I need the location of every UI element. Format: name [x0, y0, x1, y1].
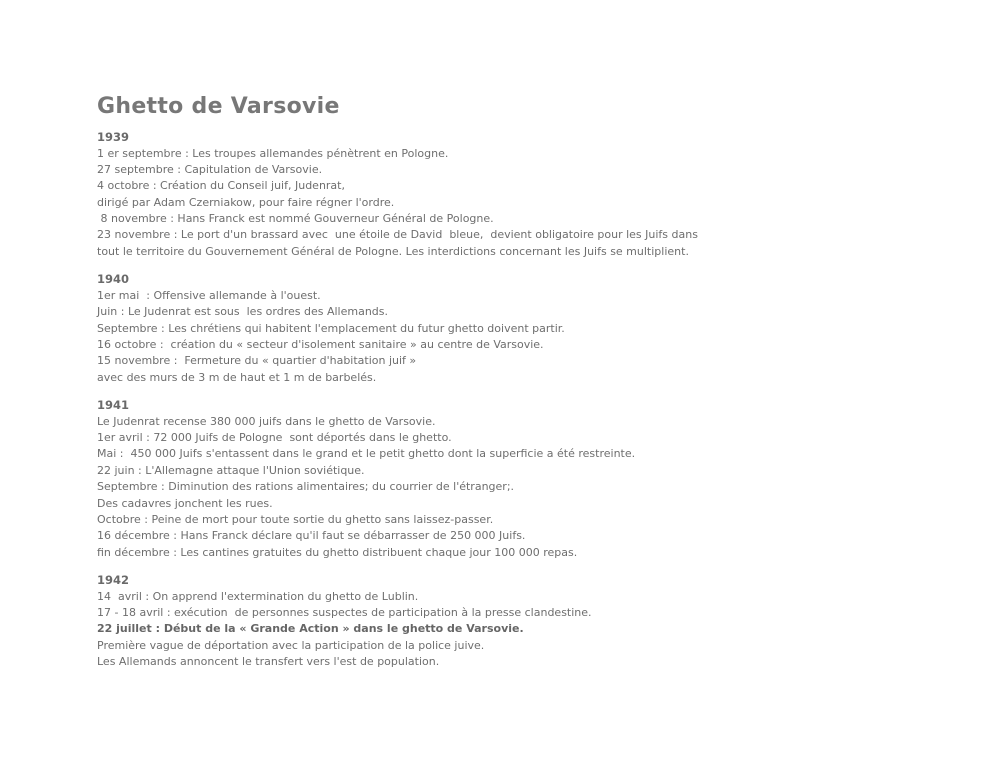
- event-line: 22 juin : L'Allemagne attaque l'Union soviétique.: [97, 463, 365, 477]
- event-line: Juin : Le Judenrat est sous les ordres des Allemands.: [97, 305, 389, 319]
- document-page: [97, 92, 957, 682]
- section-1942: [97, 572, 957, 670]
- event-line: dirigé par Adam Czerniakow, pour faire régner l'ordre.: [97, 195, 395, 209]
- section-1940: [97, 271, 957, 386]
- event-line: Des cadavres jonchent les rues.: [97, 496, 273, 510]
- event-line: 16 octobre : création du « secteur d'isolement sanitaire » au centre de Varsovie.: [97, 337, 544, 351]
- event-line: Le Judenrat recense 380 000 juifs dans le ghetto de Varsovie.: [97, 414, 436, 428]
- event-line: avec des murs de 3 m de haut et 1 m de barbelés.: [97, 370, 377, 384]
- event-line: Mai : 450 000 Juifs s'entassent dans le grand et le petit ghetto dont la superficie a été restreinte.: [97, 447, 636, 461]
- page-title: Ghetto de Varsovie: [97, 94, 340, 119]
- event-line: Septembre : Les chrétiens qui habitent l'emplacement du futur ghetto doivent partir.: [97, 321, 565, 335]
- event-line-highlighted: 22 juillet : Début de la « Grande Action » dans le ghetto de Varsovie.: [97, 622, 524, 636]
- event-line: Octobre : Peine de mort pour toute sortie du ghetto sans laissez-passer.: [97, 512, 494, 526]
- event-line: 15 novembre : Fermeture du « quartier d'habitation juif »: [97, 354, 417, 368]
- event-line: 1er mai : Offensive allemande à l'ouest.: [97, 288, 321, 302]
- year-heading: 1940: [97, 272, 130, 287]
- event-line: fin décembre : Les cantines gratuites du ghetto distribuent chaque jour 100 000 repas.: [97, 545, 578, 559]
- event-line: 4 octobre : Création du Conseil juif, Judenrat,: [97, 179, 345, 193]
- section-1939: [97, 129, 957, 260]
- event-line: 1 er septembre : Les troupes allemandes pénètrent en Pologne.: [97, 146, 449, 160]
- year-heading: 1941: [97, 398, 130, 413]
- event-line: Première vague de déportation avec la participation de la police juive.: [97, 638, 485, 652]
- section-1941: [97, 397, 957, 561]
- event-line: 16 décembre : Hans Franck déclare qu'il faut se débarrasser de 250 000 Juifs.: [97, 529, 526, 543]
- event-line: 27 septembre : Capitulation de Varsovie.: [97, 162, 323, 176]
- event-line: 17 - 18 avril : exécution de personnes suspectes de participation à la presse clandestine.: [97, 605, 592, 619]
- year-heading: 1942: [97, 573, 130, 588]
- event-line: 8 novembre : Hans Franck est nommé Gouverneur Général de Pologne.: [97, 212, 494, 226]
- event-line: tout le territoire du Gouvernement Général de Pologne. Les interdictions concernant les Juifs se multiplient.: [97, 244, 689, 258]
- year-heading: 1939: [97, 130, 130, 144]
- event-line: 1er avril : 72 000 Juifs de Pologne sont déportés dans le ghetto.: [97, 430, 452, 444]
- event-line: Septembre : Diminution des rations alimentaires; du courrier de l'étranger;.: [97, 480, 515, 494]
- event-line: 23 novembre : Le port d'un brassard avec une étoile de David bleue, devient obligatoire pour les Juifs dans: [97, 228, 698, 242]
- event-line: 14 avril : On apprend l'extermination du ghetto de Lublin.: [97, 589, 419, 603]
- event-line: Les Allemands annoncent le transfert vers l'est de population.: [97, 655, 440, 669]
